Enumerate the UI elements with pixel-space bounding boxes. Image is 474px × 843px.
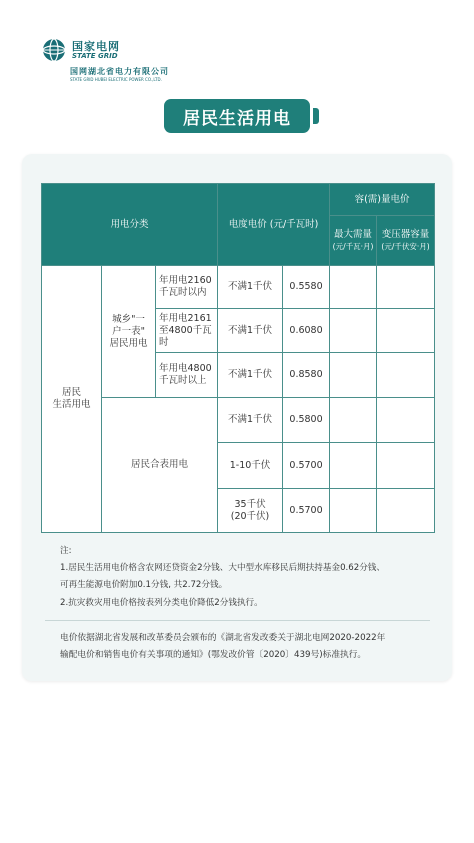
voltage-cell: 1-10千伏	[218, 443, 283, 489]
page-title-banner: 居民生活用电	[164, 99, 310, 133]
header-max-demand	[330, 216, 377, 266]
max-demand-cell	[330, 266, 377, 309]
price-table	[41, 183, 435, 533]
brand-name-en: STATE GRID	[72, 52, 118, 60]
header-max-demand-unit: (元/千瓦·月)	[332, 241, 374, 251]
header-transformer-unit: (元/千伏安·月)	[381, 241, 430, 251]
group-one-household-cell	[102, 266, 156, 398]
footer-source-note	[60, 630, 432, 663]
transformer-cell	[377, 309, 435, 353]
tier-cell	[156, 309, 218, 353]
group-shared-meter-cell: 居民合表用电	[102, 398, 218, 533]
header-capacity: 容(需)量电价	[330, 184, 435, 216]
notes-line: 可再生能源电价附加0.1分钱, 共2.72分钱。	[60, 580, 228, 591]
max-demand-cell	[330, 353, 377, 398]
tier-label: 时	[159, 336, 169, 348]
header-transformer	[377, 216, 435, 266]
tier-label: 至4800千瓦	[159, 324, 212, 336]
max-demand-cell	[330, 443, 377, 489]
notes-line: 2.抗灾救灾用电价格按表列分类电价降低2分钱执行。	[60, 597, 263, 608]
tier-cell	[156, 353, 218, 398]
voltage-cell: 不满1千伏	[218, 309, 283, 353]
transformer-cell	[377, 443, 435, 489]
category-main-label: 居民	[61, 387, 81, 398]
table-row	[42, 266, 435, 309]
transformer-cell	[377, 266, 435, 309]
tier-label: 千瓦时以上	[159, 375, 207, 386]
voltage-label: 35千伏	[234, 498, 266, 510]
voltage-cell: 不满1千伏	[218, 353, 283, 398]
header-max-demand-label: 最大需量	[334, 228, 373, 240]
price-cell: 0.8580	[283, 353, 330, 398]
brand-name-cn: 国家电网	[72, 40, 120, 53]
state-grid-logo-icon	[42, 38, 66, 62]
tier-label: 年用电2160	[159, 275, 212, 286]
max-demand-cell	[330, 398, 377, 443]
category-main-label: 生活用电	[52, 399, 91, 410]
price-cell: 0.5580	[283, 266, 330, 309]
transformer-cell	[377, 353, 435, 398]
price-cell: 0.6080	[283, 309, 330, 353]
max-demand-cell	[330, 309, 377, 353]
notes-title: 注:	[60, 546, 72, 556]
voltage-cell: 不满1千伏	[218, 398, 283, 443]
tier-label: 千瓦时以内	[159, 287, 207, 298]
voltage-cell	[218, 489, 283, 533]
banner-tab-decoration	[313, 108, 319, 124]
price-cell: 0.5800	[283, 398, 330, 443]
company-name-cn: 国网湖北省电力有限公司	[70, 67, 169, 76]
tier-label: 年用电2161	[159, 312, 212, 324]
group1-label: 户一表"	[112, 325, 145, 337]
tier-label: 年用电4800	[159, 363, 212, 374]
tier-cell	[156, 266, 218, 309]
voltage-label: (20千伏)	[230, 510, 270, 522]
footer-line: 电价依据湖北省发展和改革委员会颁布的《湖北省发改委关于湖北电网2020-2022年	[60, 633, 386, 643]
price-cell: 0.5700	[283, 443, 330, 489]
category-main-cell	[42, 266, 102, 533]
group1-label: 居民用电	[109, 337, 148, 349]
notes	[60, 543, 432, 612]
group1-label: 城乡"一	[112, 313, 145, 325]
header-price: 电度电价 (元/千瓦时)	[218, 184, 330, 266]
company-name-en: STATE GRID HUBEI ELECTRIC POWER CO.,LTD.	[70, 77, 162, 82]
voltage-cell: 不满1千伏	[218, 266, 283, 309]
notes-line: 1.居民生活用电价格含农网还贷资金2分钱、大中型水库移民后期扶持基金0.62分钱、	[60, 563, 385, 574]
transformer-cell	[377, 398, 435, 443]
header-transformer-label: 变压器容量	[381, 228, 430, 240]
transformer-cell	[377, 489, 435, 533]
footer-line: 输配电价和销售电价有关事项的通知》(鄂发改价管〔2020〕439号)标准执行。	[60, 649, 367, 660]
max-demand-cell	[330, 489, 377, 533]
header-category: 用电分类	[42, 184, 218, 266]
divider	[45, 620, 430, 621]
price-cell: 0.5700	[283, 489, 330, 533]
header	[42, 36, 302, 80]
